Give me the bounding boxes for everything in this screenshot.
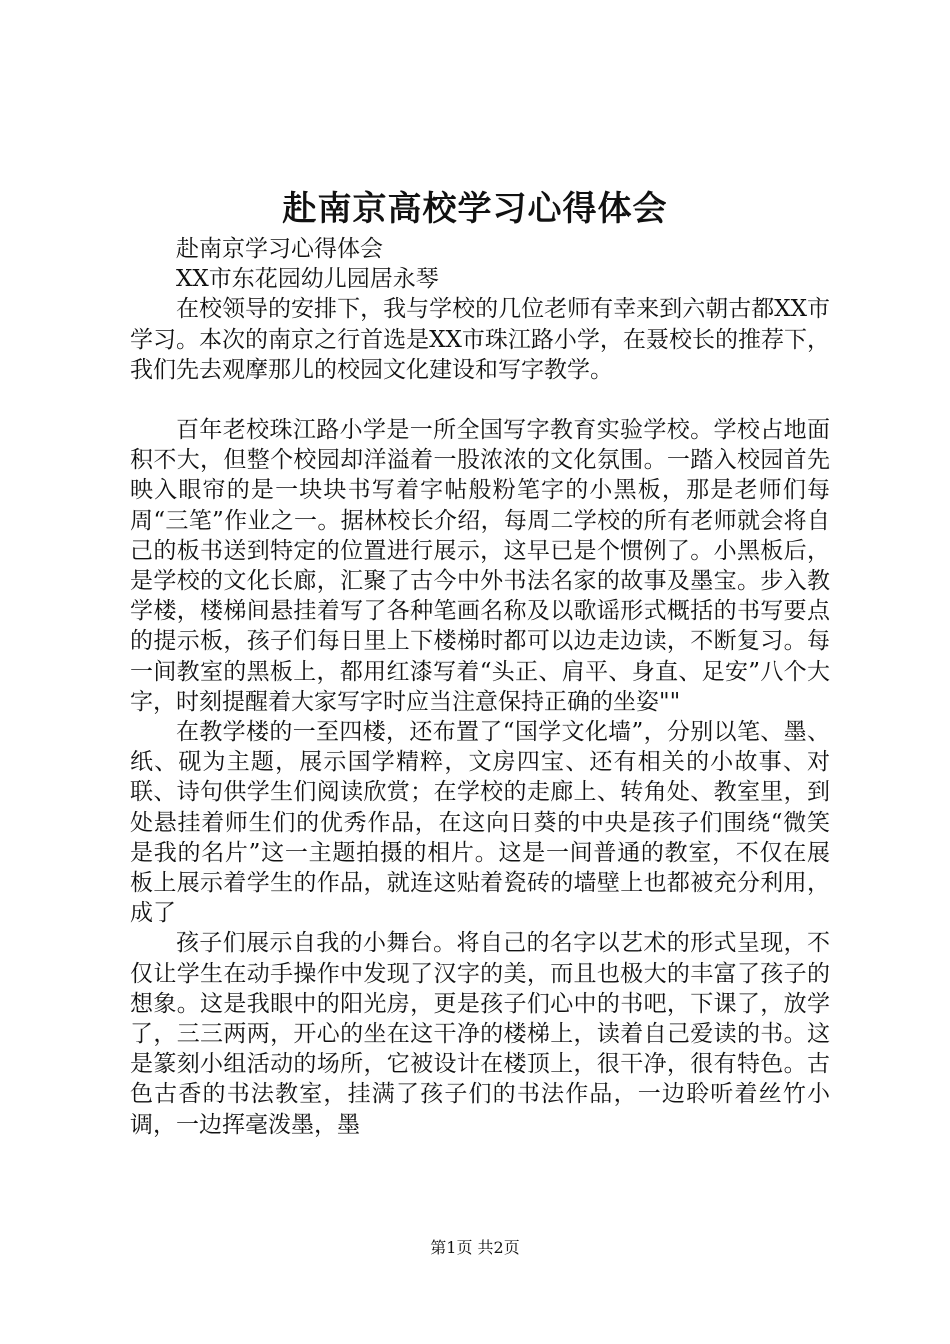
document-body [130,234,830,1140]
body-paragraph: 在教学楼的一至四楼，还布置了“国学文化墙”，分别以笔、墨、纸、砚为主题，展示国学精粹，文房四宝、还有相关的小故事、对联、诗句供学生们阅读欣赏；在学校的走廊上、转角处、教室里，到处悬挂着师生们的优秀作品，在这向日葵的中央是孩子们围绕“微笑是我的名片”这一主题拍摄的相片。这是一间普通的教室，不仅在展板上展示着学生的作品，就连这贴着瓷砖的墙壁上也都被充分利用，成了 [130,719,830,927]
body-paragraph: 在校领导的安排下，我与学校的几位老师有幸来到六朝古都XX市学习。本次的南京之行首选是XX市珠江路小学，在聂校长的推荐下，我们先去观摩那儿的校园文化建设和写字教学。 [130,296,830,383]
body-paragraph: 百年老校珠江路小学是一所全国写字教育实验学校。学校占地面积不大，但整个校园却洋溢着一股浓浓的文化氛围。一踏入校园首先映入眼帘的是一块块书写着字帖般粉笔字的小黑板，那是老师们每周“三笔”作业之一。据林校长介绍，每周二学校的所有老师就会将自己的板书送到特定的位置进行展示，这早已是个惯例了。小黑板后，是学校的文化长廊，汇聚了古今中外书法名家的故事及墨宝。步入教学楼，楼梯间悬挂着写了各种笔画名称及以歌谣形式概括的书写要点的提示板，孩子们每日里上下楼梯时都可以边走边读，不断复习。每一间教室的黑板上，都用红漆写着“头正、肩平、身直、足安”八个大字，时刻提醒着大家写字时应当注意保持正确的坐姿"" [130,417,830,715]
page-number-footer: 第1页 共2页 [430,1238,520,1257]
subtitle-paragraph: 赴南京学习心得体会 [176,236,383,262]
author-paragraph: XX市东花园幼儿园居永琴 [176,266,439,293]
body-paragraph: 孩子们展示自我的小舞台。将自己的名字以艺术的形式呈现，不仅让学生在动手操作中发现了汉字的美，而且也极大的丰富了孩子的想象。这是我眼中的阳光房，更是孩子们心中的书吧，下课了，放学了，三三两两，开心的坐在这干净的楼梯上，读着自己爱读的书。这是篆刻小组活动的场所，它被设计在楼顶上，很干净，很有特色。古色古香的书法教室，挂满了孩子们的书法作品，一边聆听着丝竹小调，一边挥毫泼墨，墨 [130,930,830,1138]
document-title: 赴南京高校学习心得体会 [282,189,668,229]
